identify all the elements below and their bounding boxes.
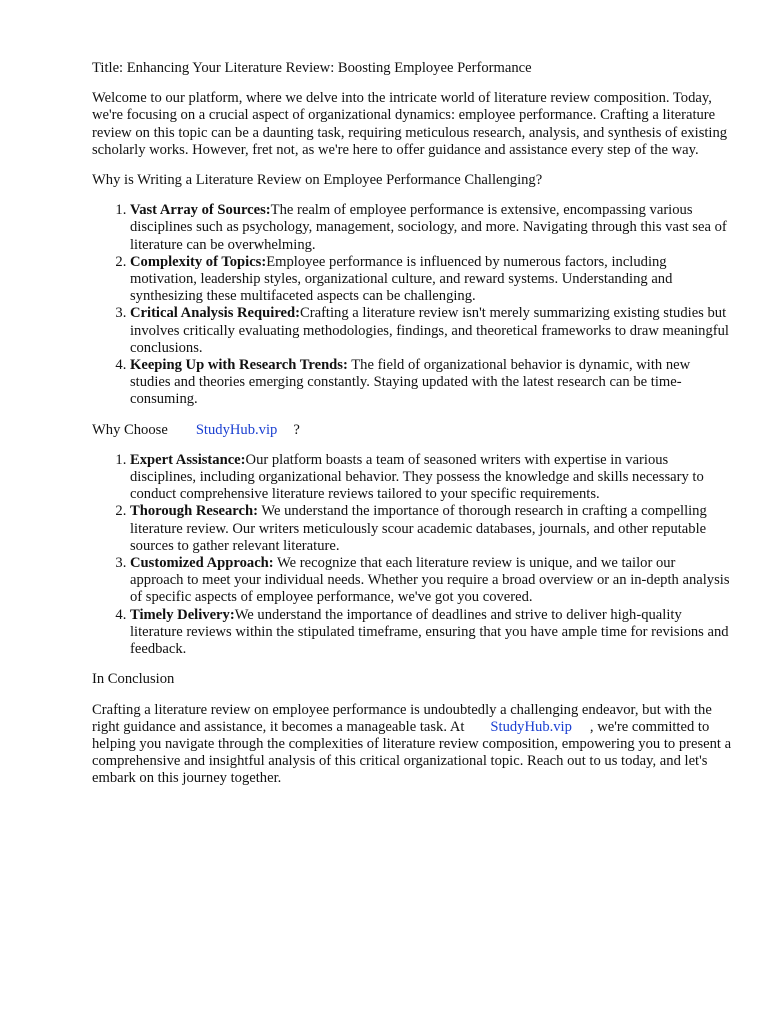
list-item-text: Employee performance is influenced by numerous factors, including motivation, leadership styles, organizational culture, and reward systems. Understanding and synthesizing these multifaceted aspects can be challenging.	[130, 253, 673, 305]
list-item	[130, 452, 732, 504]
why-choose-suffix: ?	[293, 421, 300, 438]
intro-paragraph: Welcome to our platform, where we delve into the intricate world of literature review composition. Today, we're focusing on a crucial aspect of organizational dynamics: employee performance. Crafting a literature review on this topic can be a daunting task, requiring meticulous research, analysis, and synthesis of existing scholarly works. However, fret not, as we're here to offer guidance and assistance every step of the way.	[92, 90, 728, 158]
list-item	[130, 607, 732, 659]
conclusion-heading: In Conclusion	[92, 671, 175, 688]
studyhub-link[interactable]: StudyHub.vip	[490, 718, 572, 735]
conclusion-paragraph	[92, 702, 732, 788]
why-choose-prefix: Why Choose	[92, 421, 168, 438]
why-choose-heading	[92, 422, 732, 439]
challenges-list	[92, 202, 732, 408]
list-item-text: Our platform boasts a team of seasoned writers with expertise in various disciplines, including organizational behavior. They possess the knowledge and skills necessary to conduct comprehensive literature reviews tailored to your specific requirements.	[130, 451, 704, 503]
list-item-text: We recognize that each literature review is unique, and we tailor our approach to meet your individual needs. Whether you require a broad overview or an in-depth analysis of specific aspects of employee performance, we've got you covered.	[130, 555, 730, 606]
list-item-term: Customized Approach:	[130, 555, 274, 572]
list-item	[130, 305, 732, 357]
benefits-list	[92, 452, 732, 658]
document-title: Title: Enhancing Your Literature Review: Boosting Employee Performance	[92, 60, 532, 76]
list-item-term: Critical Analysis Required:	[130, 305, 300, 322]
document-page	[92, 60, 732, 788]
conclusion-text-before: Crafting a literature review on employee performance is undoubtedly a challenging endeavor, but with the right guidance and assistance, it becomes a manageable task. At	[92, 701, 712, 735]
list-item-term: Complexity of Topics:	[130, 253, 267, 270]
list-item-text: The realm of employee performance is extensive, encompassing various disciplines such as psychology, management, sociology, and more. Navigating through this vast sea of literature can be overwhelming.	[130, 202, 727, 253]
list-item-text: We understand the importance of deadlines and strive to deliver high-quality literature reviews within the stipulated timeframe, ensuring that you have ample time for revisions and feedback.	[130, 606, 729, 658]
list-item-term: Keeping Up with Research Trends:	[130, 357, 348, 374]
list-item	[130, 503, 732, 555]
conclusion-text-after: , we're committed to helping you navigate through the complexities of literature review composition, empowering you to present a comprehensive and insightful analysis of this critical organizational topic. Reach out to us today, and let's embark on this journey together.	[92, 718, 732, 787]
list-item-term: Thorough Research:	[130, 503, 258, 520]
list-item-text: Crafting a literature review isn't merely summarizing existing studies but involves critically evaluating methodologies, findings, and theoretical frameworks to draw meaningful conclusions.	[130, 305, 729, 356]
studyhub-link[interactable]: StudyHub.vip	[195, 421, 278, 438]
list-item-term: Vast Array of Sources:	[130, 202, 271, 219]
list-item	[130, 357, 732, 409]
list-item	[130, 555, 732, 607]
list-item-text: The field of organizational behavior is dynamic, with new studies and theories emerging constantly. Staying updated with the latest research can be time-consuming.	[130, 357, 691, 408]
list-item	[130, 202, 732, 254]
challenges-question: Why is Writing a Literature Review on Employee Performance Challenging?	[92, 172, 543, 189]
list-item-term: Expert Assistance:	[130, 451, 246, 468]
list-item	[130, 254, 732, 306]
list-item-term: Timely Delivery:	[130, 606, 235, 623]
list-item-text: We understand the importance of thorough research in crafting a compelling literature review. Our writers meticulously scour academic databases, journals, and other reputable sources to gather relevant literature.	[130, 503, 707, 554]
